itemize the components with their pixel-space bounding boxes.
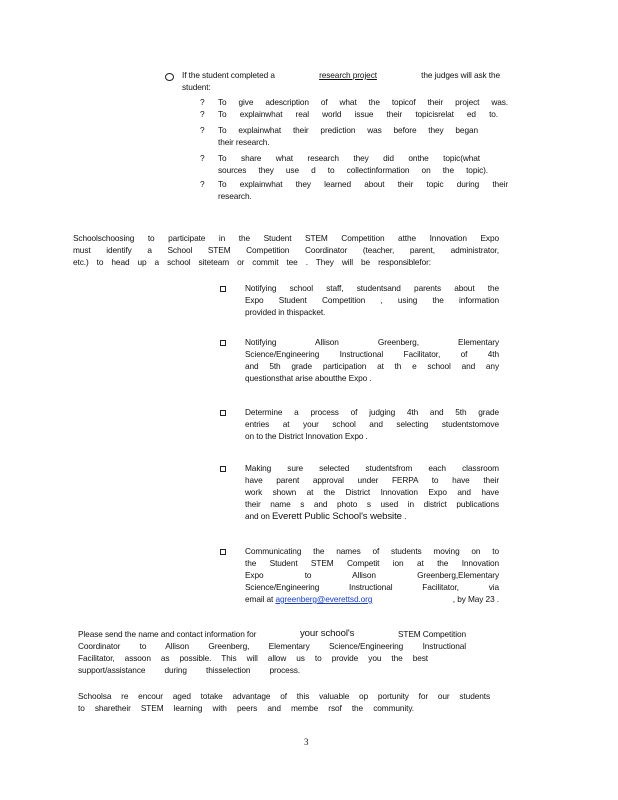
your-schools-text: your school's [299,628,355,639]
responsibility-line: questionsthat arise aboutthe Expo . [245,373,372,383]
question-line: their research. [218,137,270,147]
research-project-text: research project [319,70,377,80]
responsibility-website-line [245,510,406,523]
closing-line-2: to sharetheir STEM learning with peers and membe rsof the community. [78,703,414,713]
responsibility-line: work shown at the District Innovation Expo and have [245,487,499,497]
square-bullet-icon [220,466,226,472]
intro-line: Schoolschoosing to participate in the Student STEM Competition atthe Innovation Expo [73,233,499,243]
question-line: sources they use d to collectinformation on the topic). [218,165,488,175]
intro-line: must identify a School STEM Competition Coordinator (teacher, parent, administrator, [73,245,499,255]
responsibility-line: the Student STEM Competit ion at the Innovation [245,558,499,568]
question-line: To explainwhat their prediction was before they began [218,125,478,135]
judging-intro-pre: If the student completed a [182,70,275,80]
question-bullet-icon: ? [200,153,205,163]
responsibility-line: and 5th grade participation at th e school and any [245,361,499,371]
email-prefix-group [245,593,372,605]
responsibility-line: Science/Engineering Instructional Facilitator, via [245,582,499,592]
square-bullet-icon [220,286,226,292]
responsibility-line: Making sure selected studentsfrom each classroom [245,463,499,473]
responsibility-line: Science/Engineering Instructional Facilitator, of 4th [245,349,499,359]
question-line: To explainwhat real world issue their topicisrelat ed to. [218,109,498,119]
responsibility-line: Communicating the names of students moving on to [245,546,499,556]
responsibility-line: Notifying school staff, studentsand parents about the [245,283,499,293]
please-line-4: support/assistance during thisselection process. [78,665,300,675]
square-bullet-icon [220,340,226,346]
question-line: research. [218,191,252,201]
responsibility-email-line [245,593,499,605]
square-bullet-icon [220,549,226,555]
website-name-text: Everett Public School's website [271,511,402,522]
responsibility-line: Expo to Allison Greenberg,Elementary [245,570,499,580]
question-bullet-icon: ? [200,179,205,189]
question-bullet-icon: ? [200,125,205,135]
responsibility-line: their name s and photo s used in district publications [245,499,499,509]
responsibility-line: provided in thispacket. [245,307,326,317]
please-line-1 [78,628,466,640]
question-line: To share what research they did onthe topic(what [218,153,480,163]
responsibility-line: have parent approval under FERPA to have their [245,475,499,485]
responsibility-line: Expo Student Competition , using the information [245,295,499,305]
responsibility-line: entries at your school and selecting studentstomove [245,419,499,429]
circle-bullet-icon [165,73,174,81]
square-bullet-icon [220,410,226,416]
judging-intro-line1 [182,69,500,81]
judging-intro-post: the judges will ask the [421,70,500,80]
please-line-1-post: STEM Competition [397,629,466,639]
email-link[interactable]: agreenberg@everettsd.org [275,594,373,604]
closing-line-1: Schoolsa re encour aged totake advantage of this valuable op portunity for our students [78,691,490,701]
responsibility-line: on to the District Innovation Expo . [245,431,368,441]
website-post: . [401,511,407,521]
question-bullet-icon: ? [200,109,205,119]
website-pre: and on [245,511,272,521]
judging-intro-line2: student: [182,82,211,92]
please-line-1-pre: Please send the name and contact information for [78,629,257,639]
intro-line: etc.) to head up a school siteteam or commit tee . They will be responsiblefor: [73,257,431,267]
email-pre: email at [245,594,276,604]
please-line-2: Coordinator to Allison Greenberg, Elementary Science/Engineering Instructional [78,641,466,651]
please-line-3: Facilitator, assoon as possible. This will allow us to provide you the best [78,653,428,663]
question-line: To explainwhat they learned about their topic during their [218,179,508,189]
responsibility-line: Notifying Allison Greenberg, Elementary [245,337,499,347]
page-number: 3 [304,737,309,747]
responsibility-line: Determine a process of judging 4th and 5th grade [245,407,499,417]
question-bullet-icon: ? [200,97,205,107]
question-line: To give adescription of what the topicof their project was. [218,97,508,107]
email-deadline: , by May 23 . [452,594,499,604]
